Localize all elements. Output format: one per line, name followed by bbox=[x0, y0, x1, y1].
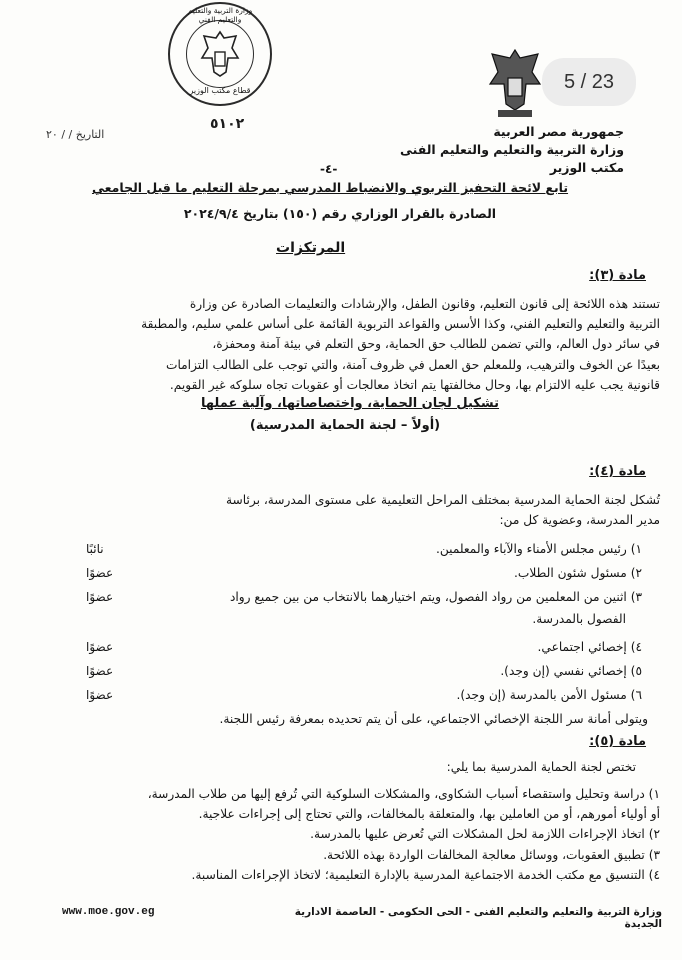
article-5-item: ٤) التنسيق مع مكتب الخدمة الاجتماعية المدرسية بالإدارة التعليمية؛ لاتخاذ الإجراءات المناسبة. bbox=[191, 867, 660, 882]
member-2: ٢) مسئول شئون الطلاب. bbox=[513, 566, 642, 580]
article-3-line: في سائر دول العالم، والتي تضمن للطالب حق الحماية، وحق التعلم في بيئة آمنة ومحفزة، bbox=[212, 337, 660, 352]
article-3-body bbox=[20, 294, 660, 395]
article-4-intro bbox=[20, 490, 660, 530]
document-title: تابع لائحة التحفيز التربوي والانضباط المدرسي بمرحلة التعليم ما قبل الجامعي bbox=[91, 180, 569, 195]
republic-eagle-icon bbox=[484, 44, 546, 122]
member-5-role: عضوًا bbox=[86, 664, 114, 678]
member-1: ١) رئيس مجلس الأمناء والآباء والمعلمين. bbox=[436, 542, 642, 556]
footer-address: وزارة التربية والتعليم والتعليم الفنى - الحى الحكومى - العاصمة الادارية الجديدة bbox=[294, 906, 662, 930]
seal-bottom-text: قطاع مكتب الوزير bbox=[189, 86, 251, 95]
member-4-role: عضوًا bbox=[86, 640, 114, 654]
member-6-role: عضوًا bbox=[86, 688, 114, 702]
ministry-line-2: وزارة التربية والتعليم والتعليم الفنى bbox=[399, 142, 624, 157]
date-label: التاريخ / / ٢٠ bbox=[46, 128, 105, 141]
member-4: ٤) إخصائي اجتماعي. bbox=[537, 640, 642, 654]
article-5-intro: تختص لجنة الحماية المدرسية بما يلي: bbox=[446, 760, 636, 774]
page-number: -٤- bbox=[320, 162, 338, 176]
decree-line: الصادرة بالقرار الوزاري رقم (١٥٠) بتاريخ ٢٠٢٤/٩/٤ bbox=[183, 206, 497, 221]
member-3-role: عضوًا bbox=[86, 590, 114, 604]
article-4-closing: ويتولى أمانة سر اللجنة الإخصائي الاجتماعي، على أن يتم تحديده بمعرفة رئيس اللجنة. bbox=[219, 712, 648, 726]
article-5-item: ١) دراسة وتحليل واستقصاء أسباب الشكاوى، والمشكلات السلوكية التي تُرفع إليها من طلاب المدرسة، bbox=[147, 787, 660, 801]
article-3-line: قانونية يجب عليه الالتزام بها، وحال مخالفتها يتم اتخاذ معالجات أو عقوبات تجاه سلوكه غير القويم. bbox=[169, 377, 660, 392]
number-stamp: ٥١٠٢ bbox=[210, 116, 245, 132]
member-3: ٣) اثنين من المعلمين من رواد الفصول، ويتم اختيارهما بالانتخاب من بين جميع رواد bbox=[229, 590, 642, 604]
article-5-item: ٢) اتخاذ الإجراءات اللازمة لحل المشكلات التي تُعرض عليها بالمدرسة. bbox=[310, 827, 660, 842]
footer-website[interactable]: www.moe.gov.eg bbox=[62, 906, 155, 918]
article-4-intro-line: تُشكل لجنة الحماية المدرسية بمختلف المراحل التعليمية على مستوى المدرسة، برئاسة bbox=[226, 493, 660, 507]
ministry-line-3: مكتب الوزير bbox=[549, 160, 624, 175]
ministry-line-1: جمهورية مصر العربية bbox=[493, 124, 624, 139]
member-6: ٦) مسئول الأمن بالمدرسة (إن وجد). bbox=[456, 688, 642, 702]
article-5-item: ٣) تطبيق العقوبات، ووسائل معالجة المخالفات الواردة بهذه اللائحة. bbox=[323, 847, 660, 862]
article-5-heading: مادة (٥): bbox=[589, 734, 646, 749]
article-4-heading: مادة (٤): bbox=[589, 464, 646, 479]
committees-subheading: (أولاً – لجنة الحماية المدرسية) bbox=[249, 418, 441, 433]
article-5-items bbox=[20, 784, 660, 885]
article-3-line: بعيدًا عن الخوف والترهيب، وللمعلم حق العمل في ظروف آمنة، والتي توجب على الطالب التزامات bbox=[165, 357, 660, 372]
page-indicator[interactable]: 5 / 23 bbox=[542, 58, 636, 106]
article-5-item: أو أولياء أمورهم، أو من العاملين بها، والمتعلقة بالمخالفات، والتي تحتاج إلى إجراءات علاجية. bbox=[198, 807, 660, 822]
article-3-line: التربية والتعليم والتعليم الفني، وكذا الأسس والقواعد التربوية القائمة على أساس علمي سليم، والمطبقة bbox=[141, 317, 660, 332]
member-1-role: نائبًا bbox=[86, 542, 104, 556]
member-3-continuation: الفصول بالمدرسة. bbox=[532, 612, 626, 626]
committees-heading: تشكيل لجان الحماية، واختصاصاتها، وآلية عملها bbox=[200, 396, 500, 411]
seal-ring-text: وزارة التربية والتعليم والتعليم الفني bbox=[187, 6, 253, 24]
article-3-line: تستند هذه اللائحة إلى قانون التعليم، وقانون الطفل، والإرشادات والتعليمات الصادرة عن وزارة bbox=[189, 297, 660, 311]
article-4-intro-line: مدير المدرسة، وعضوية كل من: bbox=[499, 513, 660, 528]
seal-eagle-icon bbox=[196, 28, 244, 80]
member-5: ٥) إخصائي نفسي (إن وجد). bbox=[500, 664, 642, 678]
member-2-role: عضوًا bbox=[86, 566, 114, 580]
section-title: المرتكزات bbox=[276, 240, 346, 256]
article-3-heading: مادة (٣): bbox=[589, 268, 646, 283]
